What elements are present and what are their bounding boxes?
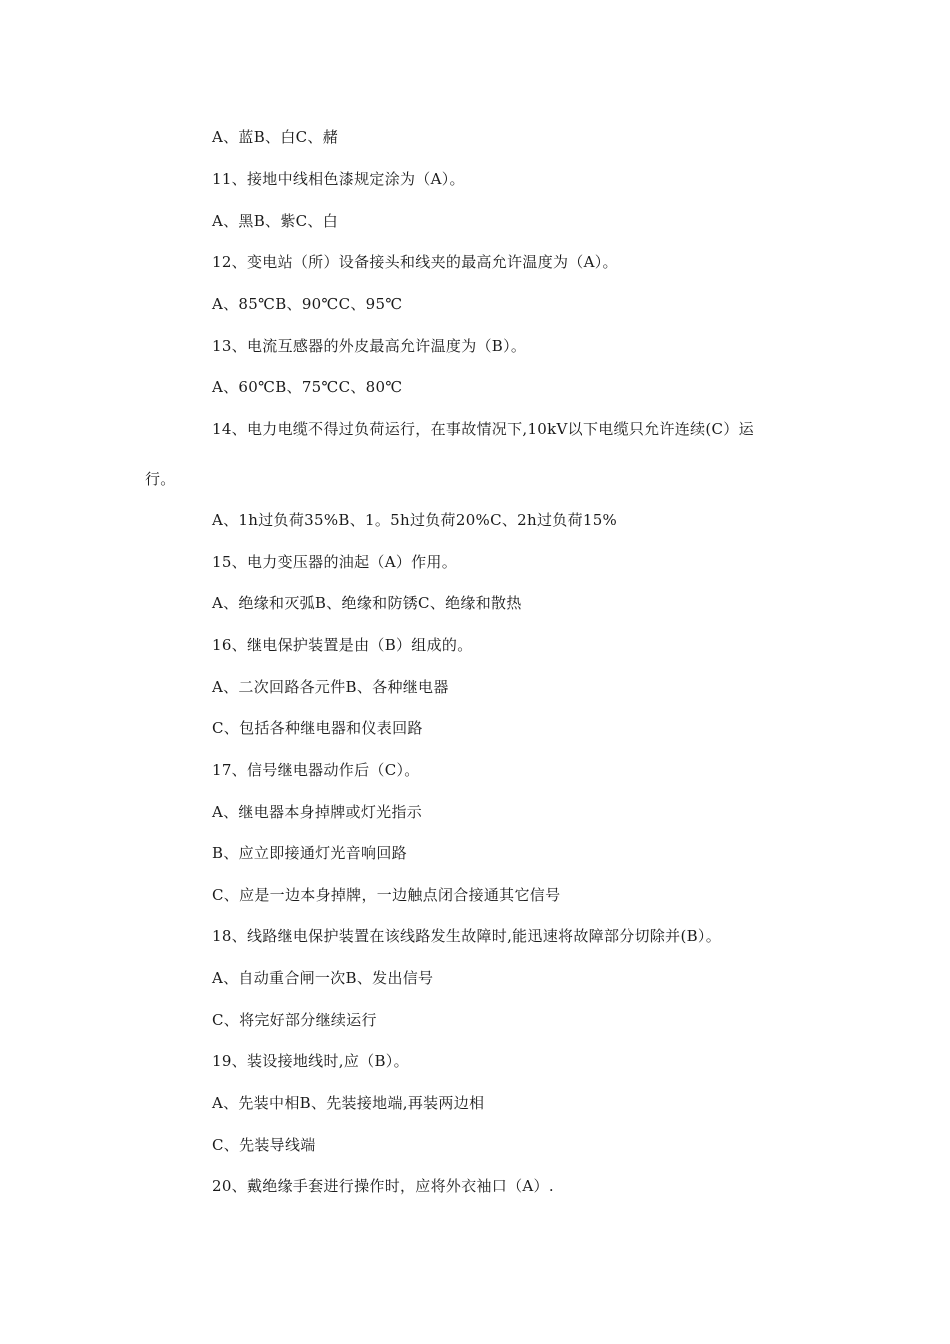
question-11: 11、接地中线相色漆规定涂为（A）。: [212, 170, 465, 188]
answer-options-11: A、黑B、紫C、白: [212, 212, 339, 230]
answer-options-14: A、1h过负荷35%B、1。5h过负荷20%C、2h过负荷15%: [212, 511, 618, 529]
question-19: 19、装设接地线时,应（B）。: [212, 1052, 409, 1070]
question-12: 12、变电站（所）设备接头和线夹的最高允许温度为（A）。: [212, 253, 618, 271]
question-14-continuation: 行。: [145, 470, 176, 488]
answer-options-12: A、85℃B、90℃C、95℃: [212, 295, 403, 313]
question-20: 20、戴绝缘手套进行操作时，应将外衣袖口（A）.: [212, 1177, 554, 1195]
answer-option-17-a: A、继电器本身掉牌或灯光指示: [212, 803, 423, 821]
answer-options-10: A、蓝B、白C、赭: [212, 128, 339, 146]
question-17: 17、信号继电器动作后（C）。: [212, 761, 420, 779]
answer-option-16-c: C、包括各种继电器和仪表回路: [212, 719, 423, 737]
question-16: 16、继电保护装置是由（B）组成的。: [212, 636, 473, 654]
answer-options-19-ab: A、先装中相B、先装接地端,再装两边相: [212, 1094, 485, 1112]
question-18: 18、线路继电保护装置在该线路发生故障时,能迅速将故障部分切除并(B）。: [212, 927, 722, 945]
answer-option-17-b: B、应立即接通灯光音响回路: [212, 844, 407, 862]
answer-option-17-c: C、应是一边本身掉牌，一边触点闭合接通其它信号: [212, 886, 561, 904]
answer-options-18-ab: A、自动重合闸一次B、发出信号: [212, 969, 434, 987]
answer-option-19-c: C、先装导线端: [212, 1136, 316, 1154]
question-15: 15、电力变压器的油起（A）作用。: [212, 553, 458, 571]
answer-options-15: A、绝缘和灭弧B、绝缘和防锈C、绝缘和散热: [212, 594, 522, 612]
question-13: 13、电流互感器的外皮最高允许温度为（B）。: [212, 337, 527, 355]
answer-options-16-ab: A、二次回路各元件B、各种继电器: [212, 678, 449, 696]
question-14: 14、电力电缆不得过负荷运行，在事故情况下,10kV以下电缆只允许连续(C）运: [212, 420, 754, 438]
answer-option-18-c: C、将完好部分继续运行: [212, 1011, 377, 1029]
answer-options-13: A、60℃B、75℃C、80℃: [212, 378, 403, 396]
